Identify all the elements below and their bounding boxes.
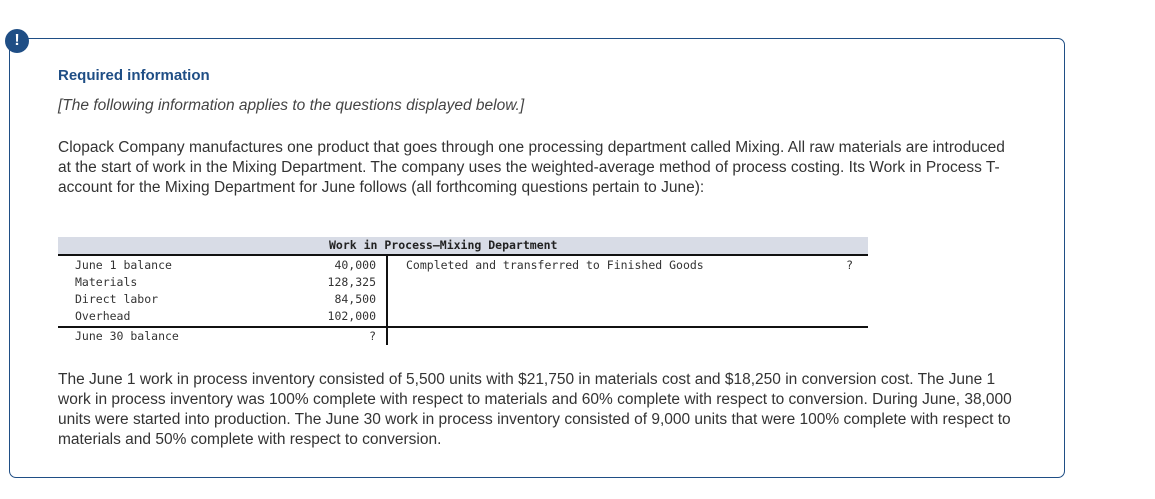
debit-label: Materials (75, 275, 138, 289)
details-paragraph: The June 1 work in process inventory consisted of 5,500 units with $21,750 in materials cost and $18,250 in conversion cost. The June 1 work in process inventory was 100% complete with respect to materials and 60% complete with respect to conversion. During June, 38,000 units were started into production. The June 30 work in process inventory consisted of 9,000 units that were 100% complete with respect to materials and 50% complete with respect to conversion. (58, 371, 1012, 448)
debit-label: June 1 balance (75, 258, 172, 272)
debit-amount: 84,500 (334, 292, 376, 306)
credit-label: Completed and transferred to Finished Goods (406, 258, 704, 272)
t-account-header (58, 237, 868, 256)
debit-amount: 102,000 (327, 309, 376, 323)
debit-row (58, 309, 386, 326)
credit-amount: ? (846, 258, 853, 272)
t-account-divider (386, 256, 388, 345)
section-subtitle: [The following information applies to the questions displayed below.] (58, 97, 525, 114)
ending-balance-amount: ? (369, 329, 376, 343)
t-account-table (58, 237, 868, 345)
debit-row (58, 292, 386, 309)
section-title: Required information (58, 67, 210, 84)
alert-icon: ! (5, 29, 29, 53)
ending-balance-row (58, 328, 868, 345)
debit-amount: 40,000 (334, 258, 376, 272)
intro-paragraph: Clopack Company manufactures one product that goes through one processing department called Mixing. All raw materials are introduced at the start of work in the Mixing Department. The company uses the weighted-average method of process costing. Its Work in Process T-account for the Mixing Department for June follows (all forthcoming questions pertain to June): (58, 139, 1005, 196)
debit-row (58, 275, 386, 292)
debit-label: Direct labor (75, 292, 159, 306)
ending-balance-label: June 30 balance (75, 329, 179, 343)
debit-row (58, 258, 386, 275)
debit-amount: 128,325 (327, 275, 376, 289)
t-account-title: Work in Process—Mixing Department (329, 238, 558, 252)
t-account-body (58, 256, 868, 328)
ending-balance (58, 329, 386, 346)
debit-label: Overhead (75, 309, 131, 323)
